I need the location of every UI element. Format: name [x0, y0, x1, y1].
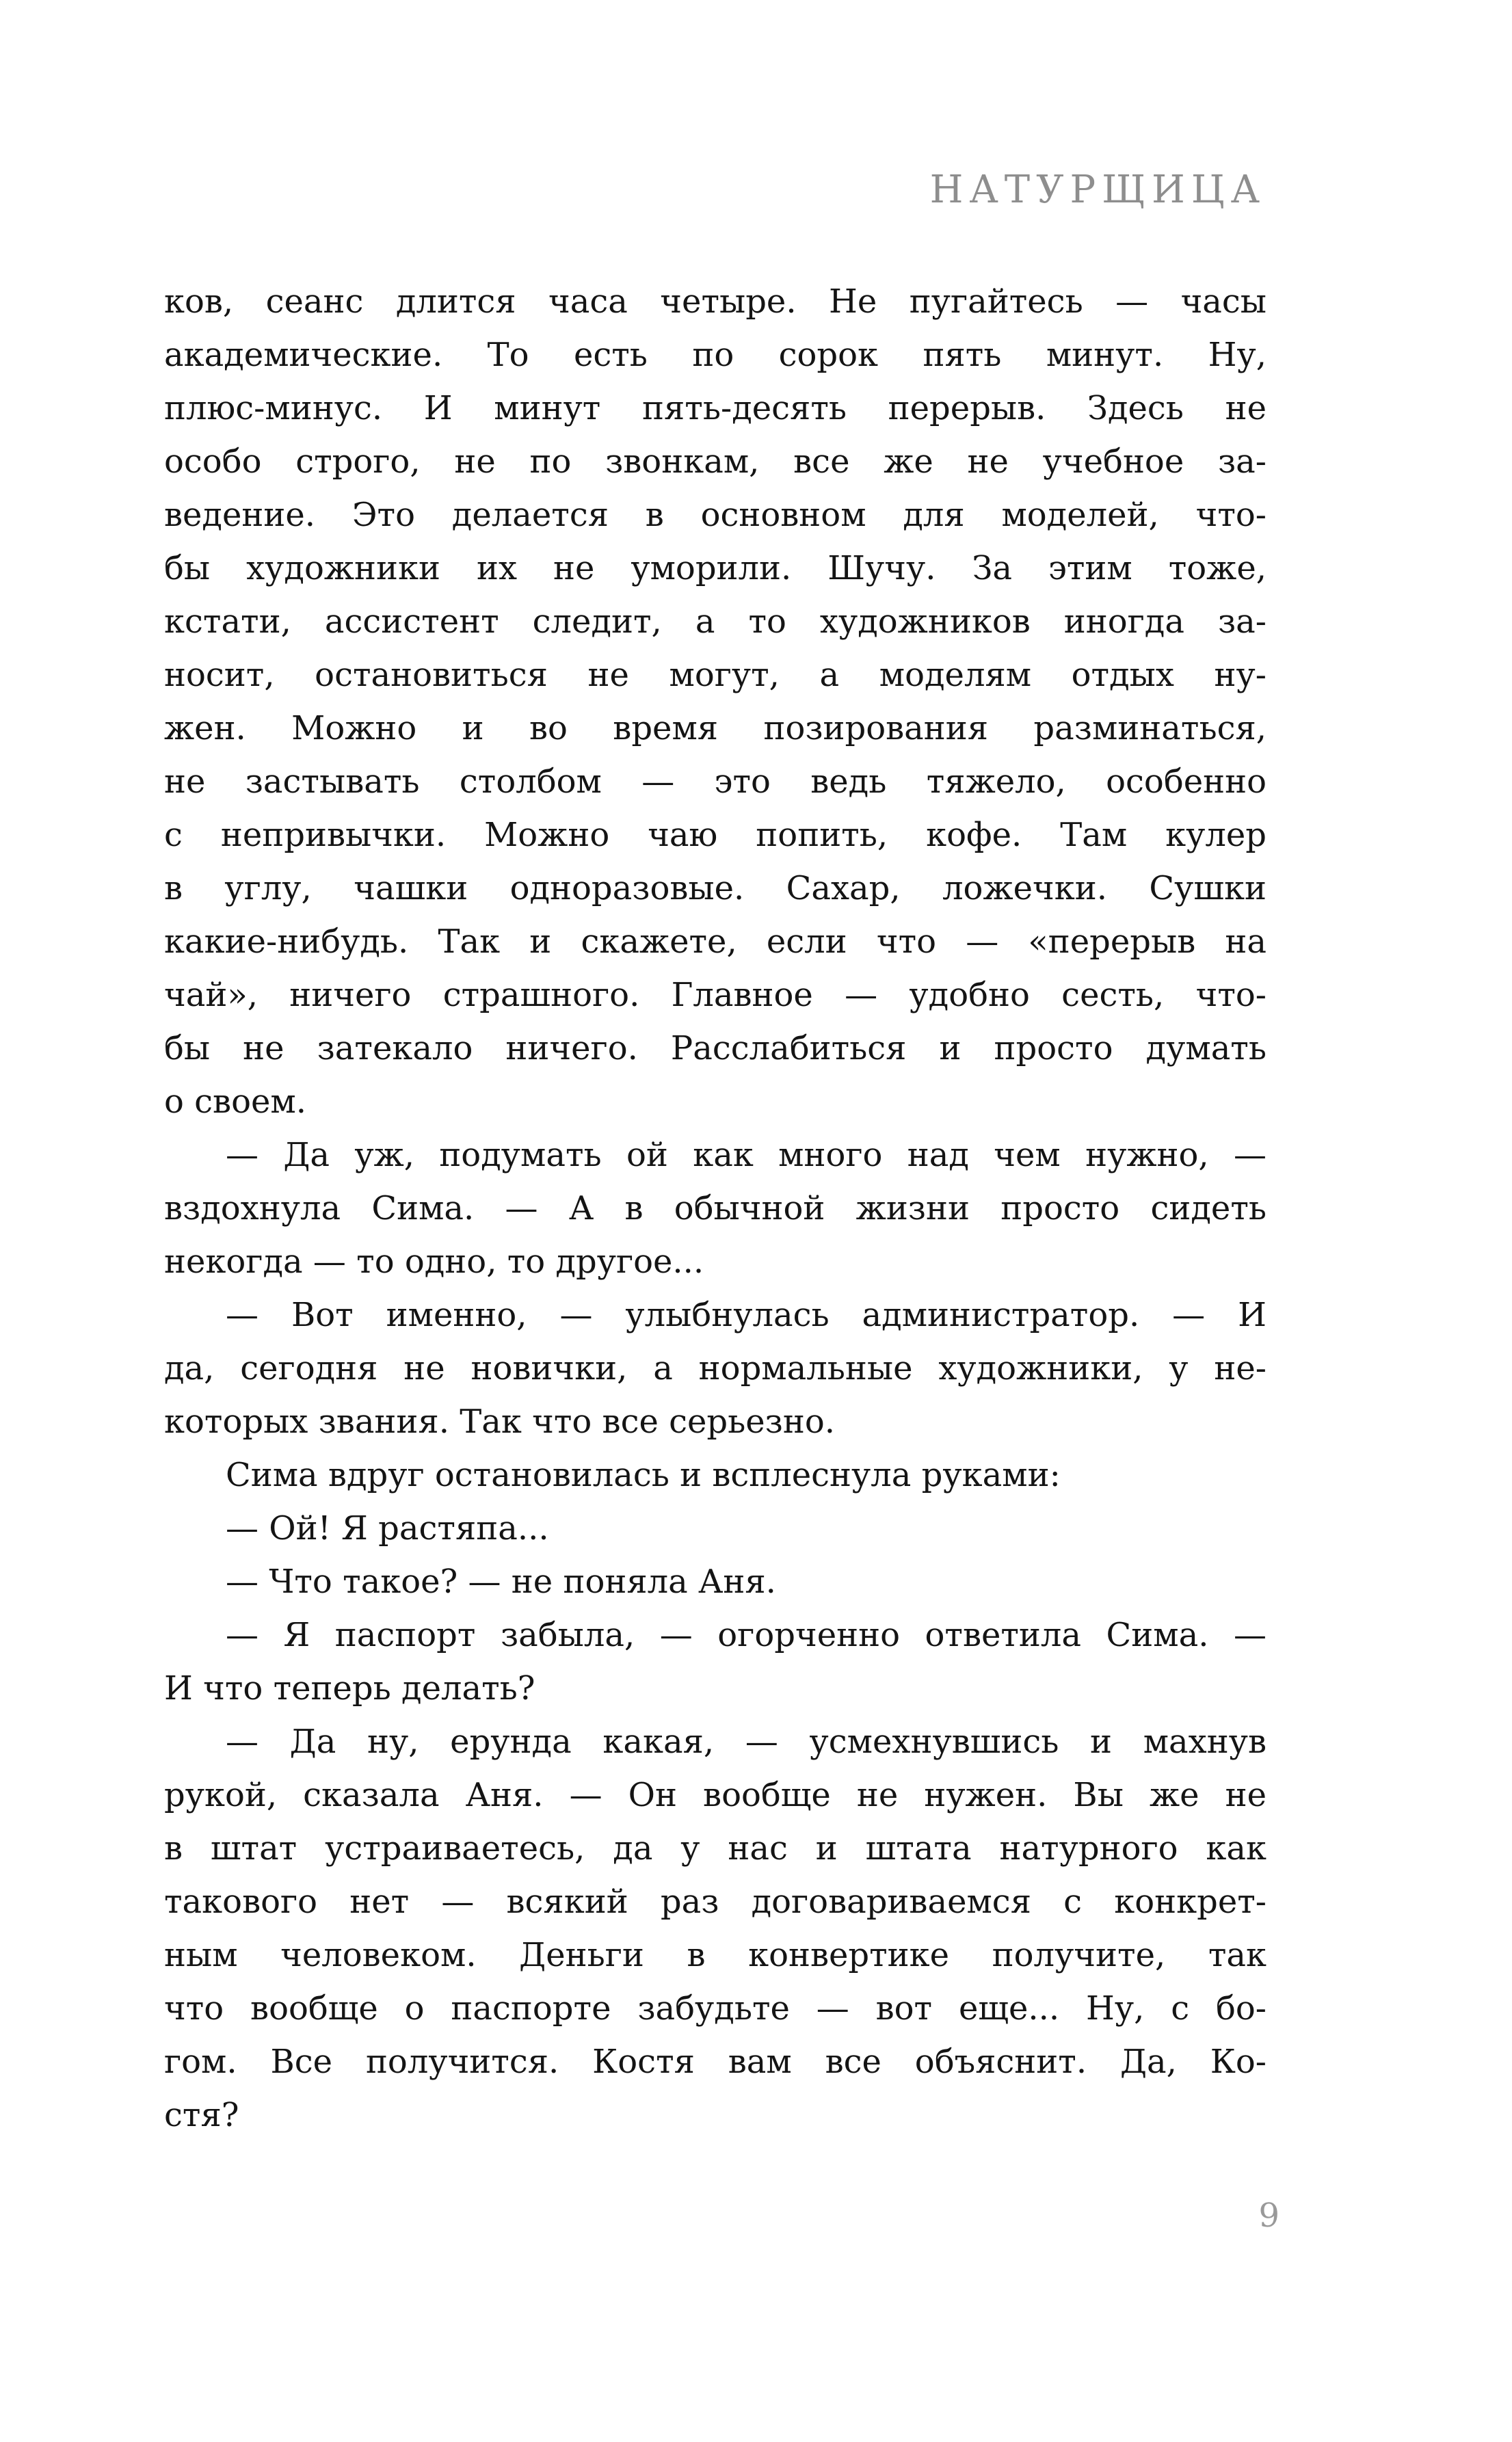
text-line: — Да ну, ерунда какая, — усмехнувшись и махнув — [226, 1723, 1266, 1761]
text-line: рукой, сказала Аня. — Он вообще не нужен. Вы же не — [164, 1776, 1266, 1814]
text-block — [164, 275, 1266, 2142]
text-line: о своем. — [164, 1083, 306, 1121]
text-line: ков, сеанс длится часа четыре. Не пугайтесь — часы — [164, 282, 1266, 321]
text-line: бы художники их не уморили. Шучу. За этим тоже, — [164, 549, 1266, 587]
text-line: кстати, ассистент следит, а то художников иногда за- — [164, 602, 1266, 641]
text-line: да, сегодня не новички, а нормальные художники, у не- — [164, 1349, 1266, 1388]
text-line: стя? — [164, 2096, 239, 2134]
text-line: чай», ничего страшного. Главное — удобно сесть, что- — [164, 976, 1266, 1014]
text-line: которых звания. Так что все серьезно. — [164, 1403, 835, 1441]
running-header-title: НАТУРЩИЦА — [929, 168, 1266, 212]
text-line: — Да уж, подумать ой как много над чем нужно, — — [226, 1136, 1266, 1174]
text-line: гом. Все получится. Костя вам все объяснит. Да, Ко- — [164, 2043, 1266, 2081]
text-line: вздохнула Сима. — А в обычной жизни просто сидеть — [164, 1189, 1266, 1227]
text-line: в штат устраиваетесь, да у нас и штата натурного как — [164, 1829, 1266, 1868]
text-line: — Я паспорт забыла, — огорченно ответила Сима. — — [226, 1616, 1266, 1654]
text-line: — Что такое? — не поняла Аня. — [226, 1563, 776, 1601]
text-line: плюс-минус. И минут пять-десять перерыв. Здесь не — [164, 389, 1266, 427]
text-line: — Вот именно, — улыбнулась администратор. — И — [226, 1296, 1266, 1334]
page-number: 9 — [1258, 2197, 1279, 2235]
text-line: ведение. Это делается в основном для моделей, что- — [164, 496, 1266, 534]
text-line: академические. То есть по сорок пять минут. Ну, — [164, 336, 1266, 374]
text-line: в углу, чашки одноразовые. Сахар, ложечки. Сушки — [164, 869, 1266, 907]
text-line: не застывать столбом — это ведь тяжело, особенно — [164, 762, 1266, 801]
text-line: некогда — то одно, то другое... — [164, 1243, 704, 1281]
text-line: что вообще о паспорте забудьте — вот еще... Ну, с бо- — [164, 1989, 1266, 2028]
text-line: — Ой! Я растяпа... — [226, 1509, 549, 1548]
text-line: какие-нибудь. Так и скажете, если что — «перерыв на — [164, 923, 1266, 961]
text-line: особо строго, не по звонкам, все же не учебное за- — [164, 442, 1266, 481]
text-line: с непривычки. Можно чаю попить, кофе. Там кулер — [164, 816, 1266, 854]
text-line: бы не затекало ничего. Расслабиться и просто думать — [164, 1029, 1266, 1067]
text-line: жен. Можно и во время позирования разминаться, — [164, 709, 1266, 747]
text-line: носит, остановиться не могут, а моделям отдых ну- — [164, 656, 1266, 694]
text-line: И что теперь делать? — [164, 1669, 535, 1708]
text-line: ным человеком. Деньги в конвертике получите, так — [164, 1936, 1266, 1974]
text-line: Сима вдруг остановилась и всплеснула руками: — [226, 1456, 1061, 1494]
text-line: такового нет — всякий раз договариваемся с конкрет- — [164, 1883, 1266, 1921]
